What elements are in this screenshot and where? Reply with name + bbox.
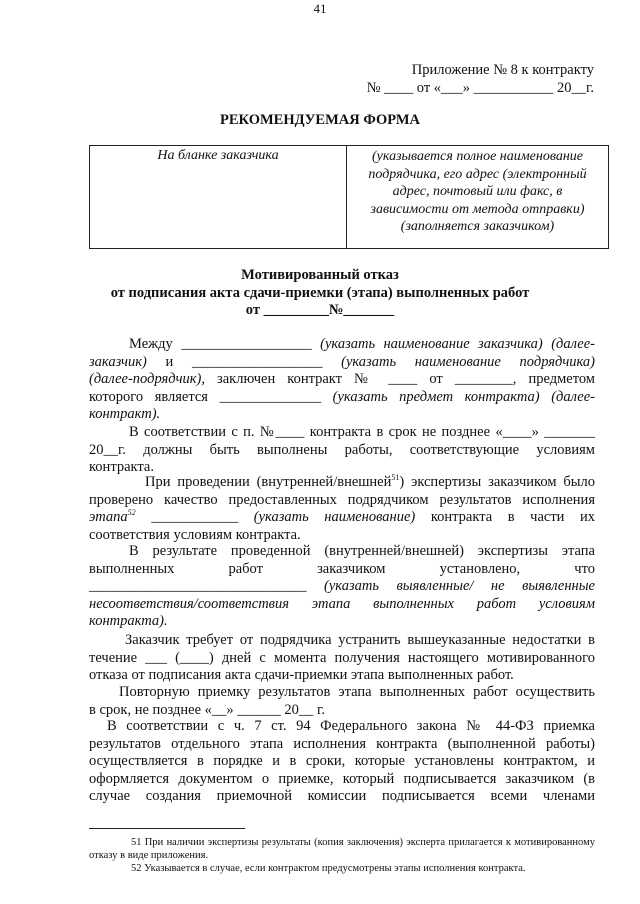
page-number: 41 [313,1,327,16]
text-line: проверено качество предоставленных подрядчиком результатов исполнения [89,491,595,508]
header-table-right-cell [347,146,608,250]
text-line: несоответствия/соответствия этапа выполненных работ условиям [89,595,595,612]
text-line: В соответствии с ч. 7 ст. 94 Федерального закона № 44-ФЗ приемка [107,718,595,734]
paragraph-deadline [89,424,595,477]
text-line: контракта). [89,613,168,630]
header-table [89,145,609,249]
text-line: выполненных работ заказчиком установлено, что [89,560,595,577]
text-line: Заказчик требует от подрядчика устранить вышеуказанные недостатки в [125,632,595,648]
text-line: оформляется документом о приемке, который подписывается заказчиком (в [89,770,595,787]
document-title-line-3: от _________№_______ [245,302,395,318]
appendix-line-2: № ____ от «___» ___________ 20__г. [366,80,594,96]
text-line: в срок, не позднее «__» ______ 20__ г. [89,701,325,718]
text-line: ______________________________ (указать выявленные/ не выявленные [89,578,595,595]
text-line: случае создания приемочной комиссии подписывается всеми членами [89,788,595,805]
text-line: которого является ______________ (указать предмет контракта) (далее- [89,388,595,405]
text-line: этапа$^{52}$ ____________ (указать наименование) контракта в части их [89,508,595,526]
text-line: заказчик) и __________________ (указать наименование подрядчика) [89,353,595,370]
text-line: При проведении (внутренней/внешней$^{51}$) экспертизы заказчиком было [145,473,595,490]
appendix-line-1: Приложение № 8 к контракту [411,62,594,78]
header-table-left-cell: На бланке заказчика [90,146,347,248]
header-right-line: подрядчика, его адрес (электронный [368,166,587,182]
paragraph-findings [89,543,595,631]
paragraph-expertise [89,474,595,544]
header-right-line: (указывается полное наименование [372,149,583,164]
header-right-line: (заполняется заказчиком) [400,219,555,234]
document-title-line-2: от подписания акта сдачи-приемки (этапа) выполненных работ [110,285,530,301]
text-line: осуществляется в порядке и в сроки, которые установлены контрактом, и [89,753,595,770]
footnote-line: 51 При наличии экспертизы результаты (копия заключения) эксперта прилагается к мотивированному [131,837,595,848]
text-line: В результате проведенной (внутренней/внешней) экспертизы этапа [129,543,595,559]
text-line: Между __________________ (указать наименование заказчика) (далее- [129,336,595,352]
form-heading: РЕКОМЕНДУЕМАЯ ФОРМА [220,112,420,128]
footnote-52: 52 Указывается в случае, если контрактом предусмотрены этапы исполнения контракта. [131,863,526,874]
footnote-divider [89,828,245,829]
text-line: соответствия условиям контракта. [89,526,301,543]
document-title-line-1: Мотивированный отказ [241,267,399,283]
paragraph-reacceptance [89,684,595,719]
paragraph-demand [89,632,595,685]
footnote-51 [89,836,595,862]
text-line: течение ___ (____) дней с момента получения настоящего мотивированного [89,649,595,666]
paragraph-law-reference [89,718,595,806]
text-line: Повторную приемку результатов этапа выполненных работ осуществить [119,684,595,700]
text-line: отказа от подписания акта сдачи-приемки этапа выполненных работ. [89,667,514,684]
paragraph-parties [89,336,595,424]
text-line: контракт). [89,406,161,423]
text-line: результатов отдельного этапа исполнения контракта (выполненной работы) [89,735,595,752]
text-line: В соответствии с п. №____ контракта в срок не позднее «____» _______ [129,424,595,440]
header-right-line: зависимости от метода отправки) [370,201,585,217]
text-line: 20__г. должны быть выполнены работы, соответствующие условиям [89,441,595,458]
text-line: (далее-подрядчик), заключен контракт № ____ от ________, предметом [89,371,595,388]
header-right-line: адрес, почтовый или факс, в [392,184,563,199]
footnote-line: отказу в виде приложения. [89,850,209,861]
text-line: контракта. [89,459,154,476]
